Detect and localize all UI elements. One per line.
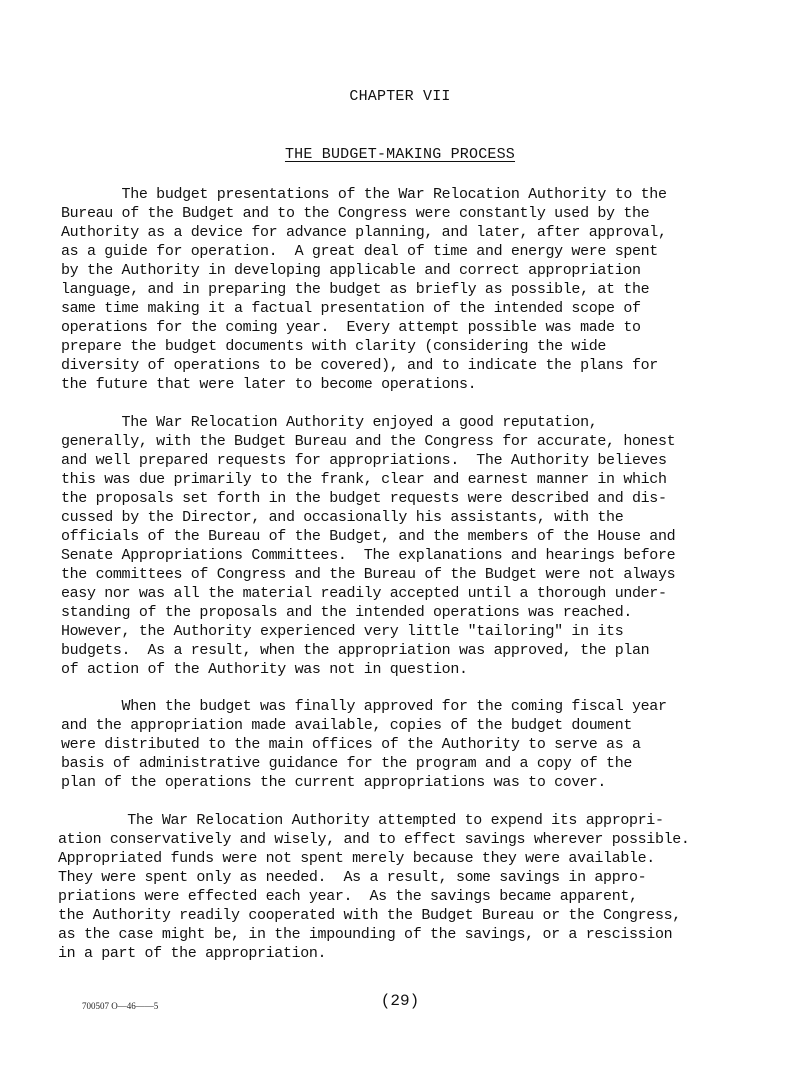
paragraph-3	[61, 697, 667, 792]
paragraph-line: generally, with the Budget Bureau and the Congress for accurate, honest	[61, 433, 676, 450]
chapter-heading: CHAPTER VII	[349, 88, 451, 105]
paragraph-line: same time making it a factual presentation of the intended scope of	[61, 300, 641, 317]
chapter-title	[0, 146, 800, 163]
paragraph-line: by the Authority in developing applicable and correct appropriation	[61, 262, 641, 279]
paragraph-line: and well prepared requests for appropriations. The Authority believes	[61, 452, 667, 469]
paragraph-line: budgets. As a result, when the appropriation was approved, the plan	[61, 642, 650, 659]
paragraph-line: The War Relocation Authority enjoyed a good reputation,	[61, 414, 598, 431]
paragraph-line: the proposals set forth in the budget requests were described and dis-	[61, 490, 667, 507]
paragraph-line: ation conservatively and wisely, and to effect savings wherever possible.	[58, 831, 690, 848]
paragraph-line: easy nor was all the material readily accepted until a thorough under-	[61, 585, 667, 602]
paragraph-line: diversity of operations to be covered), and to indicate the plans for	[61, 357, 658, 374]
paragraph-line: the committees of Congress and the Bureau of the Budget were not always	[61, 566, 676, 583]
paragraph-line: were distributed to the main offices of the Authority to serve as a	[61, 736, 641, 753]
paragraph-line: The War Relocation Authority attempted to expend its appropri-	[58, 812, 664, 829]
paragraph-line: However, the Authority experienced very little "tailoring" in its	[61, 623, 624, 640]
paragraph-line: of action of the Authority was not in question.	[61, 661, 468, 678]
page-number: (29)	[380, 992, 420, 1010]
paragraph-line: as the case might be, in the impounding of the savings, or a rescission	[58, 926, 673, 943]
paragraph-line: language, and in preparing the budget as briefly as possible, at the	[61, 281, 650, 298]
paragraph-line: Senate Appropriations Committees. The explanations and hearings before	[61, 547, 676, 564]
paragraph-line: as a guide for operation. A great deal of time and energy were spent	[61, 243, 658, 260]
paragraph-line: basis of administrative guidance for the program and a copy of the	[61, 755, 632, 772]
paragraph-1	[61, 185, 667, 394]
paragraph-line: The budget presentations of the War Relocation Authority to the	[61, 186, 667, 203]
print-code: 700507 O—46——5	[82, 1001, 159, 1011]
paragraph-line: Authority as a device for advance planning, and later, after approval,	[61, 224, 667, 241]
paragraph-line: and the appropriation made available, copies of the budget doument	[61, 717, 632, 734]
paragraph-line: the future that were later to become operations.	[61, 376, 477, 393]
paragraph-line: operations for the coming year. Every attempt possible was made to	[61, 319, 641, 336]
paragraph-line: They were spent only as needed. As a result, some savings in appro-	[58, 869, 647, 886]
paragraph-line: standing of the proposals and the intended operations was reached.	[61, 604, 632, 621]
paragraph-line: Bureau of the Budget and to the Congress were constantly used by the	[61, 205, 650, 222]
paragraph-4	[58, 811, 690, 963]
paragraph-line: Appropriated funds were not spent merely because they were available.	[58, 850, 655, 867]
paragraph-line: officials of the Bureau of the Budget, and the members of the House and	[61, 528, 676, 545]
chapter-title-text: THE BUDGET-MAKING PROCESS	[284, 146, 516, 163]
paragraph-line: plan of the operations the current appropriations was to cover.	[61, 774, 607, 791]
paragraph-line: When the budget was finally approved for the coming fiscal year	[61, 698, 667, 715]
paragraph-line: in a part of the appropriation.	[58, 945, 327, 962]
paragraph-line: prepare the budget documents with clarity (considering the wide	[61, 338, 607, 355]
paragraph-line: priations were effected each year. As the savings became apparent,	[58, 888, 638, 905]
paragraph-2	[61, 413, 675, 679]
paragraph-line: this was due primarily to the frank, clear and earnest manner in which	[61, 471, 667, 488]
paragraph-line: cussed by the Director, and occasionally his assistants, with the	[61, 509, 624, 526]
paragraph-line: the Authority readily cooperated with the Budget Bureau or the Congress,	[58, 907, 681, 924]
